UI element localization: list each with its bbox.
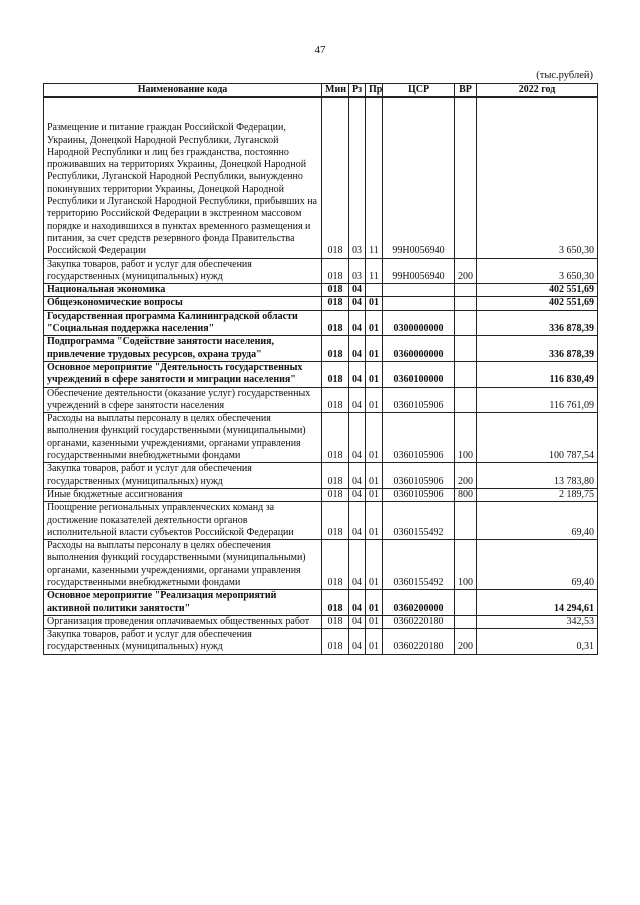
row-vr (455, 297, 477, 310)
row-pr: 11 (366, 258, 383, 284)
row-pr: 01 (366, 590, 383, 616)
row-min: 018 (322, 97, 349, 258)
row-amount: 100 787,54 (477, 413, 598, 463)
row-amount: 3 650,30 (477, 258, 598, 284)
row-amount: 342,53 (477, 615, 598, 628)
row-vr (455, 361, 477, 387)
row-min: 018 (322, 284, 349, 297)
row-pr: 01 (366, 387, 383, 413)
row-vr (455, 310, 477, 336)
row-rz: 04 (349, 488, 366, 501)
table-header-row (44, 84, 598, 98)
row-name: Закупка товаров, работ и услуг для обеспечения государственных (муниципальных) нужд (44, 258, 322, 284)
row-min: 018 (322, 258, 349, 284)
row-name: Расходы на выплаты персоналу в целях обеспечения выполнения функций государственными (муниципальными) органами, казенными учреждениями, органами управления государственными внебюджетными фондами (44, 540, 322, 590)
table-row (44, 387, 598, 413)
header-year: 2022 год (477, 84, 598, 98)
row-vr: 100 (455, 540, 477, 590)
table-row (44, 310, 598, 336)
row-rz: 04 (349, 310, 366, 336)
row-amount: 13 783,80 (477, 463, 598, 489)
row-vr: 200 (455, 629, 477, 655)
row-csr: 0360155492 (383, 540, 455, 590)
row-rz: 04 (349, 413, 366, 463)
table-row (44, 629, 598, 655)
row-csr: 99Н0056940 (383, 97, 455, 258)
row-amount: 402 551,69 (477, 297, 598, 310)
row-csr: 0360220180 (383, 629, 455, 655)
row-vr (455, 387, 477, 413)
row-name: Общеэкономические вопросы (44, 297, 322, 310)
row-vr (455, 615, 477, 628)
table-row (44, 502, 598, 540)
table-row (44, 361, 598, 387)
row-pr: 01 (366, 361, 383, 387)
row-pr: 11 (366, 97, 383, 258)
table-row (44, 284, 598, 297)
row-rz: 04 (349, 615, 366, 628)
row-amount: 336 878,39 (477, 310, 598, 336)
row-pr: 01 (366, 629, 383, 655)
row-name: Государственная программа Калининградской области "Социальная поддержка населения" (44, 310, 322, 336)
row-vr: 100 (455, 413, 477, 463)
row-name: Обеспечение деятельности (оказание услуг) государственных учреждений в сфере занятости населения (44, 387, 322, 413)
row-rz: 04 (349, 387, 366, 413)
row-csr (383, 297, 455, 310)
table-row (44, 297, 598, 310)
row-vr: 200 (455, 258, 477, 284)
row-amount: 69,40 (477, 502, 598, 540)
row-amount: 336 878,39 (477, 336, 598, 362)
row-min: 018 (322, 297, 349, 310)
header-rz: Рз (349, 84, 366, 98)
row-pr (366, 284, 383, 297)
row-min: 018 (322, 590, 349, 616)
header-pr: Пр (366, 84, 383, 98)
row-min: 018 (322, 413, 349, 463)
row-amount: 3 650,30 (477, 97, 598, 258)
row-pr: 01 (366, 488, 383, 501)
row-amount: 0,31 (477, 629, 598, 655)
table-row (44, 463, 598, 489)
row-min: 018 (322, 540, 349, 590)
row-min: 018 (322, 310, 349, 336)
row-pr: 01 (366, 615, 383, 628)
row-pr: 01 (366, 502, 383, 540)
table-row (44, 413, 598, 463)
row-rz: 04 (349, 590, 366, 616)
row-name: Расходы на выплаты персоналу в целях обеспечения выполнения функций государственными (муниципальными) органами, казенными учреждениями, органами управления государственными внебюджетными фондами (44, 413, 322, 463)
row-min: 018 (322, 336, 349, 362)
row-amount: 116 830,49 (477, 361, 598, 387)
row-rz: 04 (349, 361, 366, 387)
table-row (44, 336, 598, 362)
row-csr: 0360100000 (383, 361, 455, 387)
row-name: Основное мероприятие "Деятельность государственных учреждений в сфере занятости и миграции населения" (44, 361, 322, 387)
row-vr (455, 97, 477, 258)
row-rz: 03 (349, 258, 366, 284)
row-min: 018 (322, 387, 349, 413)
row-rz: 04 (349, 540, 366, 590)
row-name: Подпрограмма "Содействие занятости населения, привлечение трудовых ресурсов, охрана труда" (44, 336, 322, 362)
row-vr (455, 502, 477, 540)
row-vr (455, 284, 477, 297)
row-vr (455, 336, 477, 362)
row-csr: 0360000000 (383, 336, 455, 362)
row-csr: 0360105906 (383, 463, 455, 489)
row-name: Национальная экономика (44, 284, 322, 297)
row-amount: 116 761,09 (477, 387, 598, 413)
table-row (44, 488, 598, 501)
row-vr: 800 (455, 488, 477, 501)
row-min: 018 (322, 615, 349, 628)
header-name: Наименование кода (44, 84, 322, 98)
row-name: Размещение и питание граждан Российской Федерации, Украины, Донецкой Народной Республики, Луганской Народной Республики и лиц без гражданства, постоянно проживавших на территориях Украины, Донецкой Народной Республики, Луганской Народной Республики, вынужденно покинувших территории Украины, Донецкой Народной Республики и Луганской Народной Республики, прибывших на территорию Российской Федерации в экстренном массовом порядке и находившихся в пунктах временного размещения и питания, за счет средств резервного фонда Правительства Российской Федерации (44, 97, 322, 258)
row-csr: 0360200000 (383, 590, 455, 616)
row-csr: 0360105906 (383, 387, 455, 413)
row-csr: 0360155492 (383, 502, 455, 540)
row-amount: 14 294,61 (477, 590, 598, 616)
row-rz: 04 (349, 336, 366, 362)
row-csr: 0360220180 (383, 615, 455, 628)
row-csr (383, 284, 455, 297)
page-number: 47 (314, 44, 326, 56)
row-pr: 01 (366, 297, 383, 310)
header-csr: ЦСР (383, 84, 455, 98)
row-pr: 01 (366, 310, 383, 336)
table-row (44, 258, 598, 284)
units-label: (тыс.рублей) (536, 70, 593, 81)
row-min: 018 (322, 488, 349, 501)
row-csr: 0360105906 (383, 488, 455, 501)
row-amount: 2 189,75 (477, 488, 598, 501)
row-pr: 01 (366, 413, 383, 463)
table-body (44, 97, 598, 654)
row-rz: 04 (349, 502, 366, 540)
row-csr: 0360105906 (383, 413, 455, 463)
row-name: Иные бюджетные ассигнования (44, 488, 322, 501)
row-amount: 402 551,69 (477, 284, 598, 297)
row-min: 018 (322, 361, 349, 387)
row-min: 018 (322, 629, 349, 655)
row-name: Основное мероприятие "Реализация мероприятий активной политики занятости" (44, 590, 322, 616)
row-csr: 99Н0056940 (383, 258, 455, 284)
row-name: Поощрение региональных управленческих команд за достижение показателей деятельности органов исполнительной власти субъектов Российской Федерации (44, 502, 322, 540)
row-rz: 04 (349, 284, 366, 297)
row-amount: 69,40 (477, 540, 598, 590)
row-rz: 04 (349, 629, 366, 655)
header-min: Мин (322, 84, 349, 98)
table-row (44, 590, 598, 616)
row-rz: 04 (349, 297, 366, 310)
row-vr: 200 (455, 463, 477, 489)
budget-table (43, 83, 598, 655)
row-pr: 01 (366, 336, 383, 362)
header-vr: ВР (455, 84, 477, 98)
table-row (44, 540, 598, 590)
table-row (44, 615, 598, 628)
row-min: 018 (322, 502, 349, 540)
row-name: Закупка товаров, работ и услуг для обеспечения государственных (муниципальных) нужд (44, 463, 322, 489)
row-pr: 01 (366, 463, 383, 489)
row-rz: 04 (349, 463, 366, 489)
row-vr (455, 590, 477, 616)
row-name: Организация проведения оплачиваемых общественных работ (44, 615, 322, 628)
row-rz: 03 (349, 97, 366, 258)
row-name: Закупка товаров, работ и услуг для обеспечения государственных (муниципальных) нужд (44, 629, 322, 655)
row-csr: 0300000000 (383, 310, 455, 336)
row-pr: 01 (366, 540, 383, 590)
row-min: 018 (322, 463, 349, 489)
table-row (44, 97, 598, 258)
